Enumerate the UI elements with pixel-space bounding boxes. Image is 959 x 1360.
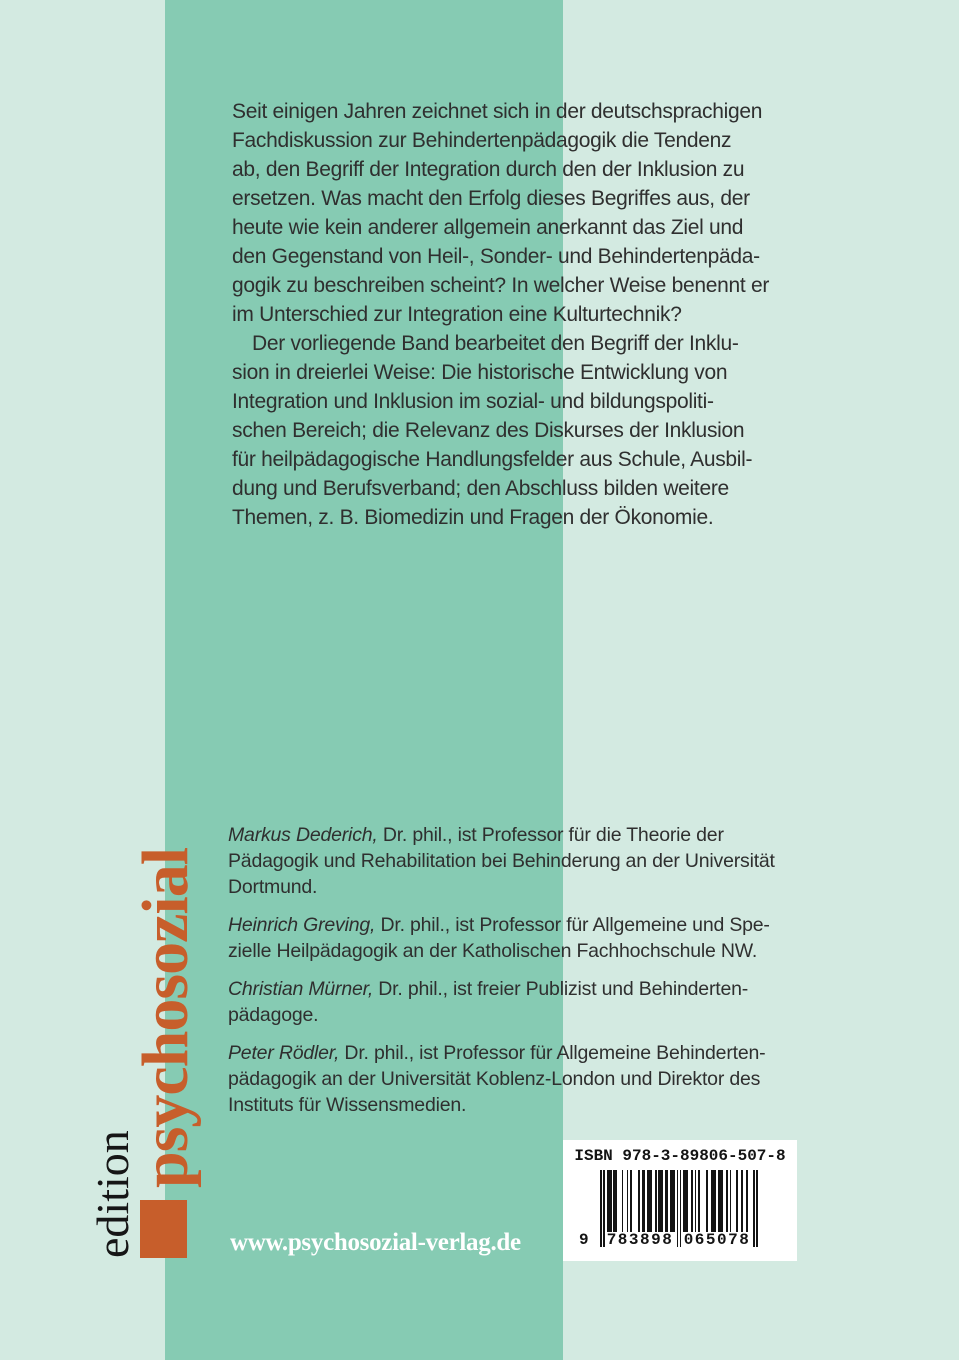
bio-line: Dortmund. [228,876,318,898]
barcode-bar [600,1170,602,1247]
publisher-website: www.psychosozial-verlag.de [230,1229,521,1256]
blurb-line: Der vorliegende Band bearbeitet den Begriff der Inklu- [252,332,739,355]
barcode-bar [730,1170,732,1232]
publisher-logo-psychosozial [128,848,204,1258]
barcode-bar [706,1170,708,1232]
barcode-bar [613,1170,616,1232]
logo-square-icon [140,1200,187,1258]
barcode-bar [698,1170,700,1232]
barcode-bar [677,1170,679,1247]
blurb-line: Themen, z. B. Biomedizin und Fragen der Ökonomie. [232,506,714,529]
barcode-bar [736,1170,738,1232]
isbn-label: ISBN 978-3-89806-507-8 [574,1147,786,1165]
barcode-bar [753,1170,755,1247]
author-bios [228,822,888,1130]
blurb-line: ersetzen. Was macht den Erfolg dieses Begriffes aus, der [232,187,750,210]
blurb-line: ab, den Begriff der Integration durch den der Inklusion zu [232,158,745,181]
barcode-bar [746,1170,748,1232]
barcode-bar [665,1170,668,1232]
author-bio [228,976,888,1028]
bio-line: Heinrich Greving, Dr. phil., ist Professor für Allgemeine und Spe- [228,914,770,936]
barcode-bar [647,1170,652,1232]
barcode-bar [670,1170,675,1232]
barcode-bar [718,1170,723,1232]
blurb-line: sion in dreierlei Weise: Die historische Entwicklung von [232,361,728,384]
barcode-bar [638,1170,640,1232]
barcode-digit-group-right: 065078 [683,1231,751,1249]
barcode-bar [658,1170,663,1232]
bio-line: zielle Heilpädagogik an der Katholischen Fachhochschule NW. [228,940,758,962]
blurb-line: schen Bereich; die Relevanz des Diskurses der Inklusion [232,419,745,442]
author-name: Peter Rödler, [228,1042,340,1064]
publisher-name: psychosozial [129,847,202,1188]
blurb-line: Seit einigen Jahren zeichnet sich in der deutschsprachigen [232,100,763,123]
barcode-bar [741,1170,743,1232]
blurb-line: den Gegenstand von Heil-, Sonder- und Behindertenpäda- [232,245,760,268]
author-bio [228,1040,888,1118]
barcode-bar [607,1170,612,1232]
barcode-bar [642,1170,645,1232]
bio-line: Markus Dederich, Dr. phil., ist Professor für die Theorie der [228,824,724,846]
bio-line: Pädagogik und Rehabilitation bei Behinderung an der Universität [228,850,775,872]
author-name: Heinrich Greving, [228,914,376,936]
barcode-bar [726,1170,728,1232]
author-name: Christian Mürner, [228,978,374,1000]
author-name: Markus Dederich, [228,824,378,846]
blurb-line: für heilpädagogische Handlungsfelder aus Schule, Ausbil- [232,448,753,471]
blurb [232,97,852,532]
bio-line: pädagogik an der Universität Koblenz-London und Direktor des [228,1068,761,1090]
barcode-bar [756,1170,758,1247]
author-bio [228,822,888,900]
bio-line: Christian Mürner, Dr. phil., ist freier Publizist und Behinderten- [228,978,749,1000]
bio-line: pädagoge. [228,1004,319,1026]
barcode-bar [695,1170,697,1232]
barcode-bar [627,1170,629,1232]
publisher-logo-edition: edition [87,1130,138,1258]
bio-line: Peter Rödler, Dr. phil., ist Professor für Allgemeine Behinderten- [228,1042,766,1064]
barcode-bar [630,1170,632,1232]
blurb-line: Integration und Inklusion im sozial- und bildungspoliti- [232,390,714,413]
isbn-box [563,1140,797,1261]
author-bio [228,912,888,964]
barcode-bar [622,1170,624,1232]
bio-line: Instituts für Wissensmedien. [228,1094,467,1116]
barcode-bar [711,1170,716,1232]
blurb-line: gogik zu beschreiben scheint? In welcher Weise benennt er [232,274,770,297]
barcode-digit-group-left: 783898 [606,1231,674,1249]
blurb-line: heute wie kein anderer allgemein anerkannt das Ziel und [232,216,744,239]
barcode-bar [691,1170,693,1232]
blurb-line: im Unterschied zur Integration eine Kulturtechnik? [232,303,682,326]
blurb-line: dung und Berufsverband; den Abschluss bilden weitere [232,477,729,500]
barcode-bar [655,1170,657,1232]
barcode-digit-first: 9 [579,1231,589,1249]
blurb-line: Fachdiskussion zur Behindertenpädagogik die Tendenz [232,129,732,152]
barcode-bar [683,1170,688,1232]
